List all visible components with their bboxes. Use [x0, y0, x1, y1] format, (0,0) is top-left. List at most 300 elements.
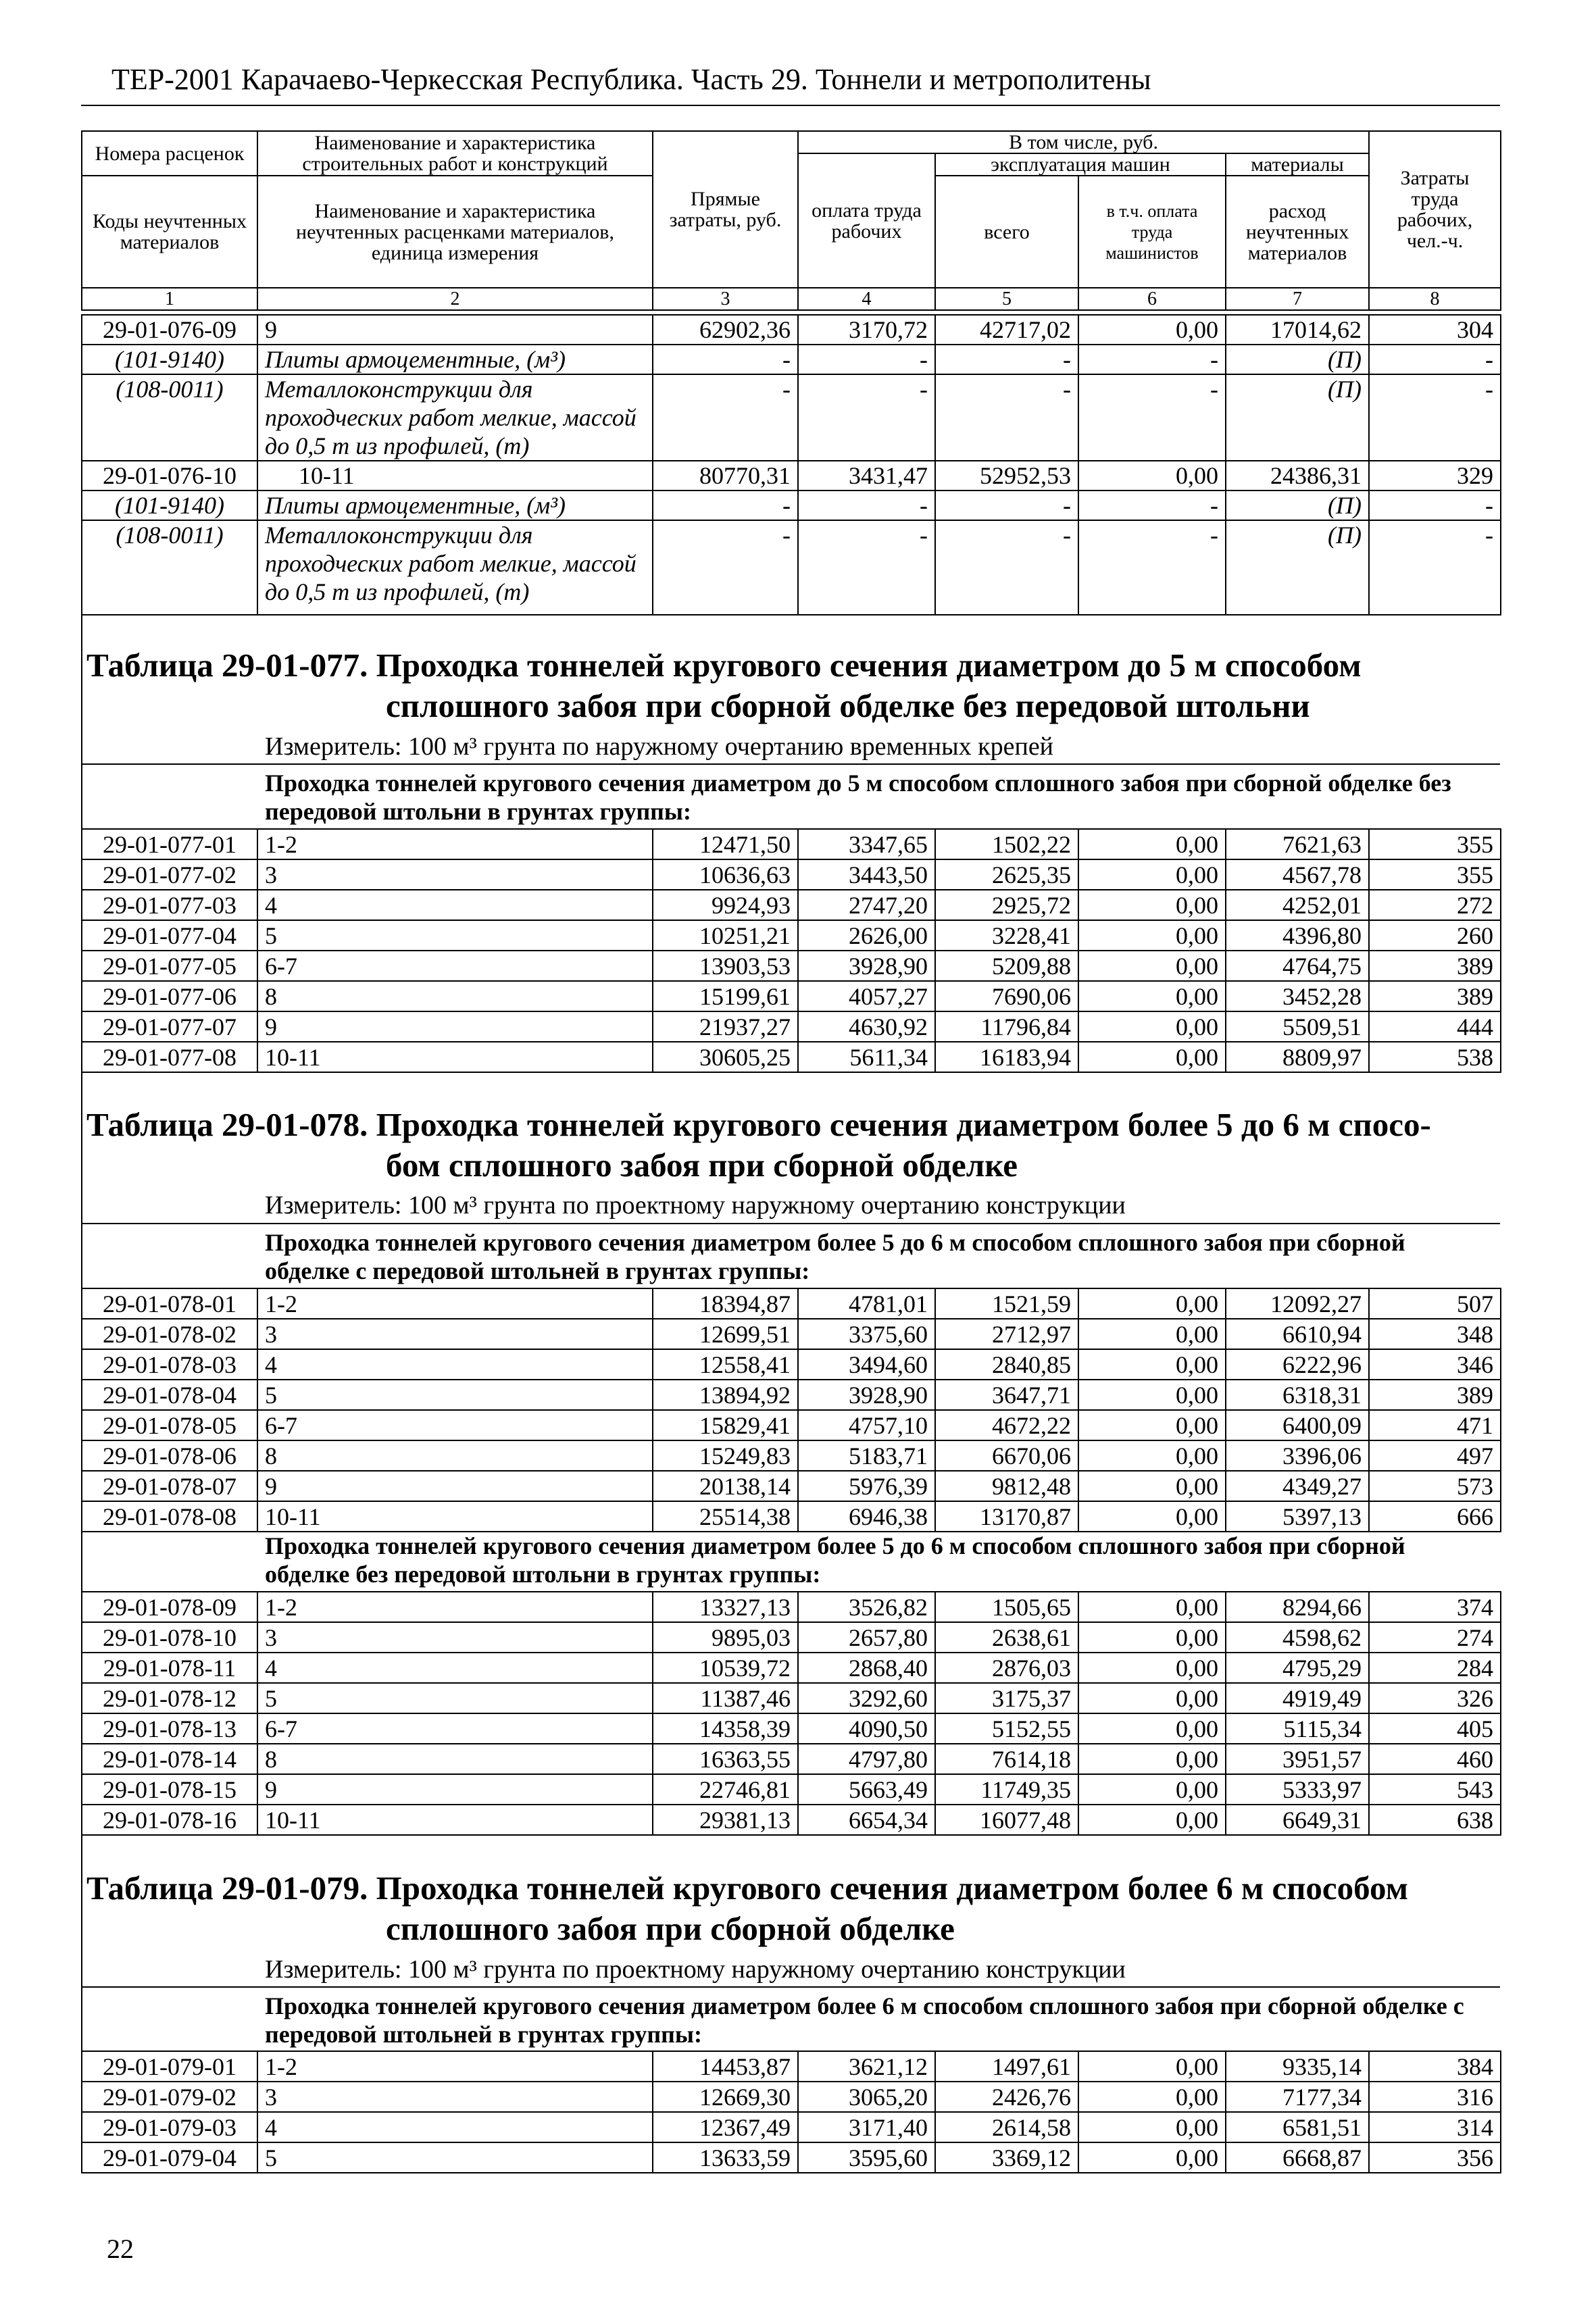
rate-mat: 9335,14 — [1226, 2051, 1369, 2082]
table-078-measure: Измеритель: 100 м³ грунта по проектному наружному очертанию конструкции — [265, 1191, 1126, 1219]
rate-mach: 3369,12 — [935, 2142, 1078, 2173]
rate-name: 4 — [257, 1349, 653, 1380]
rate-mat: 4567,78 — [1226, 859, 1369, 890]
col-mat-consumption-header: расход неучтенных материалов — [1226, 176, 1369, 288]
table-077-subheading: Проходка тоннелей кругового сечения диаметром до 5 м способом сплошного забоя при сборной обделке без передовой штольни в грунтах группы: — [265, 770, 1451, 825]
rate-mat: 4252,01 — [1226, 890, 1369, 920]
header-rule — [81, 105, 1500, 106]
col-num-3: 3 — [653, 288, 798, 310]
rate-name: 8 — [257, 1440, 653, 1471]
rate-labor: 284 — [1369, 1653, 1501, 1683]
table-row — [82, 2142, 1501, 2173]
rate-mach: 2426,76 — [935, 2082, 1078, 2112]
rate-mat: 5333,97 — [1226, 1774, 1369, 1805]
rates-076-table — [81, 314, 1501, 615]
rate-pay: 2657,80 — [798, 1622, 935, 1653]
rate-code: 29-01-078-15 — [82, 1774, 257, 1805]
rate-mach-pay: 0,00 — [1078, 1744, 1226, 1774]
rate-labor: 355 — [1369, 859, 1501, 890]
rate-pay: 5976,39 — [798, 1471, 935, 1501]
rate-labor: 314 — [1369, 2112, 1501, 2142]
table-077-title: Таблица 29-01-077. Проходка тоннелей кругового сечения диаметром до 5 м способом сплошного забоя при сборной обделке без передовой штольни — [86, 647, 1362, 724]
rate-pay: 3443,50 — [798, 859, 935, 890]
rate-mach-pay: 0,00 — [1078, 2051, 1226, 2082]
rate-mat: 5115,34 — [1226, 1713, 1369, 1744]
rate-direct: 12367,49 — [653, 2112, 798, 2142]
rate-mach: 16183,94 — [935, 1042, 1078, 1072]
table-row — [82, 1380, 1501, 1410]
rate-mach-pay: 0,00 — [1078, 2082, 1226, 2112]
col-number-header: Номера расценок — [82, 131, 257, 176]
rate-direct: 16363,55 — [653, 1744, 798, 1774]
col-pay-header: оплата труда рабочих — [798, 153, 935, 288]
rate-code: 29-01-077-02 — [82, 859, 257, 890]
rate-name: 1-2 — [257, 829, 653, 859]
rate-name: 6-7 — [257, 951, 653, 981]
table-row — [82, 2112, 1501, 2142]
material-row: (108-0011) Металлоконструкции для проходческих работ мелкие, массой до 0,5 т из профилей, (т) - - - - (П) - — [82, 520, 1501, 615]
col-num-7: 7 — [1226, 288, 1369, 310]
col-num-5: 5 — [935, 288, 1078, 310]
rate-direct: 22746,81 — [653, 1774, 798, 1805]
rate-labor: 507 — [1369, 1288, 1501, 1319]
rate-pay: 2747,20 — [798, 890, 935, 920]
rate-mach: 2614,58 — [935, 2112, 1078, 2142]
rate-mach-pay: 0,00 — [1078, 890, 1226, 920]
table-row — [82, 1744, 1501, 1774]
rate-mach: 11749,35 — [935, 1774, 1078, 1805]
rate-mach: 2840,85 — [935, 1349, 1078, 1380]
rate-name: 4 — [257, 2112, 653, 2142]
rate-mat: 6318,31 — [1226, 1380, 1369, 1410]
col-num-6: 6 — [1078, 288, 1226, 310]
rate-labor: 260 — [1369, 920, 1501, 951]
table-079-title: Таблица 29-01-079. Проходка тоннелей кругового сечения диаметром более 6 м способом сплошного забоя при сборной обделке — [86, 1869, 1408, 1947]
rate-pay: 2868,40 — [798, 1653, 935, 1683]
material-consumption: (П) — [1226, 491, 1369, 520]
rate-code: 29-01-078-04 — [82, 1380, 257, 1410]
material-code: (101-9140) — [82, 491, 257, 520]
rate-labor: 348 — [1369, 1319, 1501, 1349]
rate-code: 29-01-076-10 — [82, 461, 257, 491]
rate-code: 29-01-076-09 — [82, 315, 257, 345]
material-row: (101-9140) Плиты армоцементные, (м³) - - - - (П) - — [82, 491, 1501, 520]
rate-direct: 9924,93 — [653, 890, 798, 920]
table-row — [82, 1774, 1501, 1805]
table-row — [82, 920, 1501, 951]
rate-mat: 12092,27 — [1226, 1288, 1369, 1319]
rate-direct: 9895,03 — [653, 1622, 798, 1653]
rate-code: 29-01-078-07 — [82, 1471, 257, 1501]
rate-direct: 12471,50 — [653, 829, 798, 859]
rate-mach: 9812,48 — [935, 1471, 1078, 1501]
rate-mach: 2876,03 — [935, 1653, 1078, 1683]
material-name: Плиты армоцементные, (м³) — [257, 345, 653, 374]
rate-mach-pay: 0,00 — [1078, 1683, 1226, 1713]
rate-direct: 30605,25 — [653, 1042, 798, 1072]
rate-code: 29-01-077-03 — [82, 890, 257, 920]
rate-mach: 3228,41 — [935, 920, 1078, 951]
rate-pay: 3621,12 — [798, 2051, 935, 2082]
table-row — [82, 1440, 1501, 1471]
rate-pay: 3170,72 — [798, 315, 935, 345]
rate-mach: 2712,97 — [935, 1319, 1078, 1349]
rate-name: 10-11 — [257, 461, 653, 491]
table-row — [82, 1410, 1501, 1440]
table-row — [82, 1622, 1501, 1653]
rate-labor: 389 — [1369, 981, 1501, 1011]
rate-mach: 5152,55 — [935, 1713, 1078, 1744]
table-row — [82, 1683, 1501, 1713]
rate-direct: 62902,36 — [653, 315, 798, 345]
col-name-header: Наименование и характеристика строительных работ и конструкций — [257, 131, 653, 176]
rate-mach: 5209,88 — [935, 951, 1078, 981]
table-row — [82, 859, 1501, 890]
rate-pay: 3171,40 — [798, 2112, 935, 2142]
table-078-title: Таблица 29-01-078. Проходка тоннелей кругового сечения диаметром более 5 до 6 м спосо- бом сплошного забоя при сборной обделке — [86, 1106, 1431, 1184]
rate-mach: 2925,72 — [935, 890, 1078, 920]
col-num-4: 4 — [798, 288, 935, 310]
table-row — [82, 1592, 1501, 1622]
rate-mach: 1502,22 — [935, 829, 1078, 859]
rate-labor: 389 — [1369, 951, 1501, 981]
rate-direct: 14453,87 — [653, 2051, 798, 2082]
rate-code: 29-01-078-05 — [82, 1410, 257, 1440]
rate-mach-pay: 0,00 — [1078, 859, 1226, 890]
rate-mach: 11796,84 — [935, 1011, 1078, 1042]
rate-direct: 80770,31 — [653, 461, 798, 491]
rate-name: 9 — [257, 1471, 653, 1501]
rate-row — [82, 461, 1501, 491]
table-row — [82, 1349, 1501, 1380]
rate-pay: 3494,60 — [798, 1349, 935, 1380]
rate-pay: 6946,38 — [798, 1501, 935, 1532]
col-num-8: 8 — [1369, 288, 1501, 310]
rate-name: 9 — [257, 315, 653, 345]
rate-pay: 5611,34 — [798, 1042, 935, 1072]
rate-labor: 272 — [1369, 890, 1501, 920]
rate-name: 1-2 — [257, 2051, 653, 2082]
rate-code: 29-01-077-04 — [82, 920, 257, 951]
rate-mat: 17014,62 — [1226, 315, 1369, 345]
rate-code: 29-01-079-04 — [82, 2142, 257, 2173]
rate-direct: 15199,61 — [653, 981, 798, 1011]
rate-mat: 3452,28 — [1226, 981, 1369, 1011]
rate-mach-pay: 0,00 — [1078, 315, 1226, 345]
rate-code: 29-01-078-10 — [82, 1622, 257, 1653]
rate-labor: 356 — [1369, 2142, 1501, 2173]
rate-pay: 4090,50 — [798, 1713, 935, 1744]
rate-mat: 3951,57 — [1226, 1744, 1369, 1774]
rate-mach-pay: 0,00 — [1078, 981, 1226, 1011]
table-row — [82, 1011, 1501, 1042]
rate-name: 4 — [257, 890, 653, 920]
rate-mach: 1505,65 — [935, 1592, 1078, 1622]
rate-code: 29-01-079-01 — [82, 2051, 257, 2082]
rate-code: 29-01-078-03 — [82, 1349, 257, 1380]
rate-code: 29-01-078-09 — [82, 1592, 257, 1622]
rate-pay: 6654,34 — [798, 1805, 935, 1835]
rate-mat: 6581,51 — [1226, 2112, 1369, 2142]
rate-direct: 15249,83 — [653, 1440, 798, 1471]
rate-name: 3 — [257, 1622, 653, 1653]
table-078-subheading-2: Проходка тоннелей кругового сечения диаметром более 5 до 6 м способом сплошного забоя при сборной обделке без передовой штольни в грунтах группы: — [265, 1532, 1405, 1588]
table-077-rows — [81, 828, 1501, 1073]
rate-pay: 3347,65 — [798, 829, 935, 859]
rate-mat: 5397,13 — [1226, 1501, 1369, 1532]
rate-pay: 5663,49 — [798, 1774, 935, 1805]
rate-pay: 4057,27 — [798, 981, 935, 1011]
rate-direct: 12558,41 — [653, 1349, 798, 1380]
rate-pay: 4797,80 — [798, 1744, 935, 1774]
col-direct-header: Прямые затраты, руб. — [653, 131, 798, 288]
rate-name: 9 — [257, 1011, 653, 1042]
material-code: (108-0011) — [82, 520, 257, 615]
rate-pay: 4757,10 — [798, 1410, 935, 1440]
col-materials-header: материалы — [1226, 153, 1369, 176]
rate-mach-pay: 0,00 — [1078, 1592, 1226, 1622]
rate-labor: 304 — [1369, 315, 1501, 345]
table-row — [82, 2051, 1501, 2082]
rate-mach-pay: 0,00 — [1078, 461, 1226, 491]
rate-name: 3 — [257, 2082, 653, 2112]
rate-name: 6-7 — [257, 1713, 653, 1744]
rate-row — [82, 315, 1501, 345]
rate-mach: 2638,61 — [935, 1622, 1078, 1653]
rate-pay: 3292,60 — [798, 1683, 935, 1713]
rate-mach: 2625,35 — [935, 859, 1078, 890]
table-079-rows — [81, 2051, 1501, 2173]
rate-mat: 4919,49 — [1226, 1683, 1369, 1713]
rate-mach-pay: 0,00 — [1078, 1319, 1226, 1349]
rate-mach-pay: 0,00 — [1078, 1713, 1226, 1744]
rate-name: 8 — [257, 981, 653, 1011]
col-num-2: 2 — [257, 288, 653, 310]
rate-code: 29-01-078-06 — [82, 1440, 257, 1471]
rate-mat: 5509,51 — [1226, 1011, 1369, 1042]
running-header: ТЕР-2001 Карачаево-Черкесская Республика. Часть 29. Тоннели и метрополитены — [111, 63, 1151, 96]
col-codes-header: Коды неучтенных материалов — [82, 176, 257, 288]
rate-direct: 15829,41 — [653, 1410, 798, 1440]
table-row — [82, 1713, 1501, 1744]
rate-name: 5 — [257, 2142, 653, 2173]
rate-direct: 29381,13 — [653, 1805, 798, 1835]
rate-mach-pay: 0,00 — [1078, 1380, 1226, 1410]
rate-pay: 3526,82 — [798, 1592, 935, 1622]
rate-mat: 4795,29 — [1226, 1653, 1369, 1683]
rate-name: 5 — [257, 1683, 653, 1713]
rate-pay: 2626,00 — [798, 920, 935, 951]
rate-direct: 18394,87 — [653, 1288, 798, 1319]
rate-name: 4 — [257, 1653, 653, 1683]
rate-labor: 326 — [1369, 1683, 1501, 1713]
rate-code: 29-01-078-13 — [82, 1713, 257, 1744]
table-row — [82, 1288, 1501, 1319]
table-row — [82, 829, 1501, 859]
rate-labor: 274 — [1369, 1622, 1501, 1653]
rate-mat: 7621,63 — [1226, 829, 1369, 859]
rate-labor: 316 — [1369, 2082, 1501, 2112]
rate-direct: 12699,51 — [653, 1319, 798, 1349]
rate-mach: 42717,02 — [935, 315, 1078, 345]
rate-mach: 13170,87 — [935, 1501, 1078, 1532]
rate-code: 29-01-079-02 — [82, 2082, 257, 2112]
rate-code: 29-01-078-02 — [82, 1319, 257, 1349]
rate-direct: 21937,27 — [653, 1011, 798, 1042]
rate-labor: 374 — [1369, 1592, 1501, 1622]
rate-mach-pay: 0,00 — [1078, 2142, 1226, 2173]
rate-mat: 6610,94 — [1226, 1319, 1369, 1349]
rate-code: 29-01-077-06 — [82, 981, 257, 1011]
rate-name: 5 — [257, 920, 653, 951]
rate-mat: 24386,31 — [1226, 461, 1369, 491]
rate-mach: 7690,06 — [935, 981, 1078, 1011]
material-row: (101-9140) Плиты армоцементные, (м³) - - - - (П) - — [82, 345, 1501, 374]
rate-mat: 4396,80 — [1226, 920, 1369, 951]
rate-mach-pay: 0,00 — [1078, 1622, 1226, 1653]
rate-code: 29-01-078-12 — [82, 1683, 257, 1713]
rate-code: 29-01-077-05 — [82, 951, 257, 981]
rate-labor: 666 — [1369, 1501, 1501, 1532]
rate-mat: 8809,97 — [1226, 1042, 1369, 1072]
col-num-1: 1 — [82, 288, 257, 310]
rate-labor: 444 — [1369, 1011, 1501, 1042]
rate-name: 10-11 — [257, 1805, 653, 1835]
rate-mat: 7177,34 — [1226, 2082, 1369, 2112]
rate-mach-pay: 0,00 — [1078, 1011, 1226, 1042]
rate-direct: 10251,21 — [653, 920, 798, 951]
col-mach-total-header: всего — [935, 176, 1078, 288]
rate-mach: 52952,53 — [935, 461, 1078, 491]
table-row — [82, 1501, 1501, 1532]
rate-mach-pay: 0,00 — [1078, 1349, 1226, 1380]
rate-mach-pay: 0,00 — [1078, 1440, 1226, 1471]
rate-mach-pay: 0,00 — [1078, 1471, 1226, 1501]
material-code: (101-9140) — [82, 345, 257, 374]
table-079-subheading: Проходка тоннелей кругового сечения диаметром более 6 м способом сплошного забоя при сборной обделке с передовой штольней в грунтах группы: — [265, 1992, 1464, 2048]
rate-mach: 3175,37 — [935, 1683, 1078, 1713]
table-078-subheading-1: Проходка тоннелей кругового сечения диаметром более 5 до 6 м способом сплошного забоя при сборной обделке с передовой штольней в грунтах группы: — [265, 1229, 1405, 1284]
material-consumption: (П) — [1226, 345, 1369, 374]
rate-name: 1-2 — [257, 1592, 653, 1622]
rate-mat: 4598,62 — [1226, 1622, 1369, 1653]
rate-code: 29-01-078-11 — [82, 1653, 257, 1683]
table-078-rows-2 — [81, 1591, 1501, 1836]
rate-code: 29-01-078-01 — [82, 1288, 257, 1319]
rate-direct: 13903,53 — [653, 951, 798, 981]
col-labor-header: Затраты труда рабочих, чел.-ч. — [1369, 131, 1501, 288]
rate-mat: 4764,75 — [1226, 951, 1369, 981]
rate-mach-pay: 0,00 — [1078, 2112, 1226, 2142]
rate-pay: 4781,01 — [798, 1288, 935, 1319]
rate-name: 10-11 — [257, 1042, 653, 1072]
rate-code: 29-01-077-07 — [82, 1011, 257, 1042]
rate-mach-pay: 0,00 — [1078, 951, 1226, 981]
rate-pay: 3928,90 — [798, 951, 935, 981]
rate-direct: 13894,92 — [653, 1380, 798, 1410]
column-header-table — [81, 130, 1501, 311]
table-079-measure: Измеритель: 100 м³ грунта по проектному наружному очертанию конструкции — [265, 1955, 1126, 1984]
rate-labor: 329 — [1369, 461, 1501, 491]
rate-mach-pay: 0,00 — [1078, 1774, 1226, 1805]
rate-pay: 4630,92 — [798, 1011, 935, 1042]
rate-name: 1-2 — [257, 1288, 653, 1319]
table-077-measure: Измеритель: 100 м³ грунта по наружному очертанию временных крепей — [265, 732, 1054, 761]
rate-name: 6-7 — [257, 1410, 653, 1440]
material-name: Металлоконструкции для проходческих работ мелкие, массой до 0,5 т из профилей, (т) — [257, 520, 653, 615]
rate-mat: 6649,31 — [1226, 1805, 1369, 1835]
rate-pay: 3431,47 — [798, 461, 935, 491]
rate-name: 5 — [257, 1380, 653, 1410]
rate-pay: 3375,60 — [798, 1319, 935, 1349]
table-row — [82, 1042, 1501, 1072]
table-row — [82, 1471, 1501, 1501]
rate-labor: 384 — [1369, 2051, 1501, 2082]
table-row — [82, 1805, 1501, 1835]
page-number: 22 — [107, 2234, 134, 2264]
material-row: (108-0011) Металлоконструкции для проходческих работ мелкие, массой до 0,5 т из профилей, (т) - - - - (П) - — [82, 374, 1501, 461]
rate-mach: 16077,48 — [935, 1805, 1078, 1835]
table-row — [82, 890, 1501, 920]
rate-mat: 4349,27 — [1226, 1471, 1369, 1501]
rate-name: 9 — [257, 1774, 653, 1805]
rate-direct: 10636,63 — [653, 859, 798, 890]
rate-code: 29-01-077-01 — [82, 829, 257, 859]
rate-mach-pay: 0,00 — [1078, 1501, 1226, 1532]
rate-mach-pay: 0,00 — [1078, 1042, 1226, 1072]
rate-labor: 543 — [1369, 1774, 1501, 1805]
rate-mach: 6670,06 — [935, 1440, 1078, 1471]
rate-labor: 460 — [1369, 1744, 1501, 1774]
rate-mach-pay: 0,00 — [1078, 920, 1226, 951]
rate-labor: 638 — [1369, 1805, 1501, 1835]
material-name: Металлоконструкции для проходческих работ мелкие, массой до 0,5 т из профилей, (т) — [257, 374, 653, 461]
table-078-rows-1 — [81, 1288, 1501, 1532]
rate-code: 29-01-078-08 — [82, 1501, 257, 1532]
rate-labor: 471 — [1369, 1410, 1501, 1440]
rate-direct: 10539,72 — [653, 1653, 798, 1683]
rate-code: 29-01-078-14 — [82, 1744, 257, 1774]
table-row — [82, 981, 1501, 1011]
rate-mach-pay: 0,00 — [1078, 1653, 1226, 1683]
rate-labor: 405 — [1369, 1713, 1501, 1744]
rate-mat: 3396,06 — [1226, 1440, 1369, 1471]
table-row — [82, 1319, 1501, 1349]
rate-mach: 1521,59 — [935, 1288, 1078, 1319]
rate-name: 3 — [257, 859, 653, 890]
rate-pay: 3595,60 — [798, 2142, 935, 2173]
material-consumption: (П) — [1226, 374, 1369, 461]
rate-labor: 497 — [1369, 1440, 1501, 1471]
col-machines-header: эксплуатация машин — [935, 153, 1226, 176]
rate-pay: 3065,20 — [798, 2082, 935, 2112]
rate-direct: 14358,39 — [653, 1713, 798, 1744]
rate-name: 3 — [257, 1319, 653, 1349]
rate-mat: 6222,96 — [1226, 1349, 1369, 1380]
rate-pay: 3928,90 — [798, 1380, 935, 1410]
rate-mach: 1497,61 — [935, 2051, 1078, 2082]
rate-mach: 3647,71 — [935, 1380, 1078, 1410]
rate-labor: 538 — [1369, 1042, 1501, 1072]
rate-mach-pay: 0,00 — [1078, 829, 1226, 859]
rate-mach: 4672,22 — [935, 1410, 1078, 1440]
rate-mach: 7614,18 — [935, 1744, 1078, 1774]
col-group-header: В том числе, руб. — [798, 131, 1369, 153]
table-row — [82, 951, 1501, 981]
rate-labor: 389 — [1369, 1380, 1501, 1410]
rate-direct: 12669,30 — [653, 2082, 798, 2112]
rate-direct: 11387,46 — [653, 1683, 798, 1713]
